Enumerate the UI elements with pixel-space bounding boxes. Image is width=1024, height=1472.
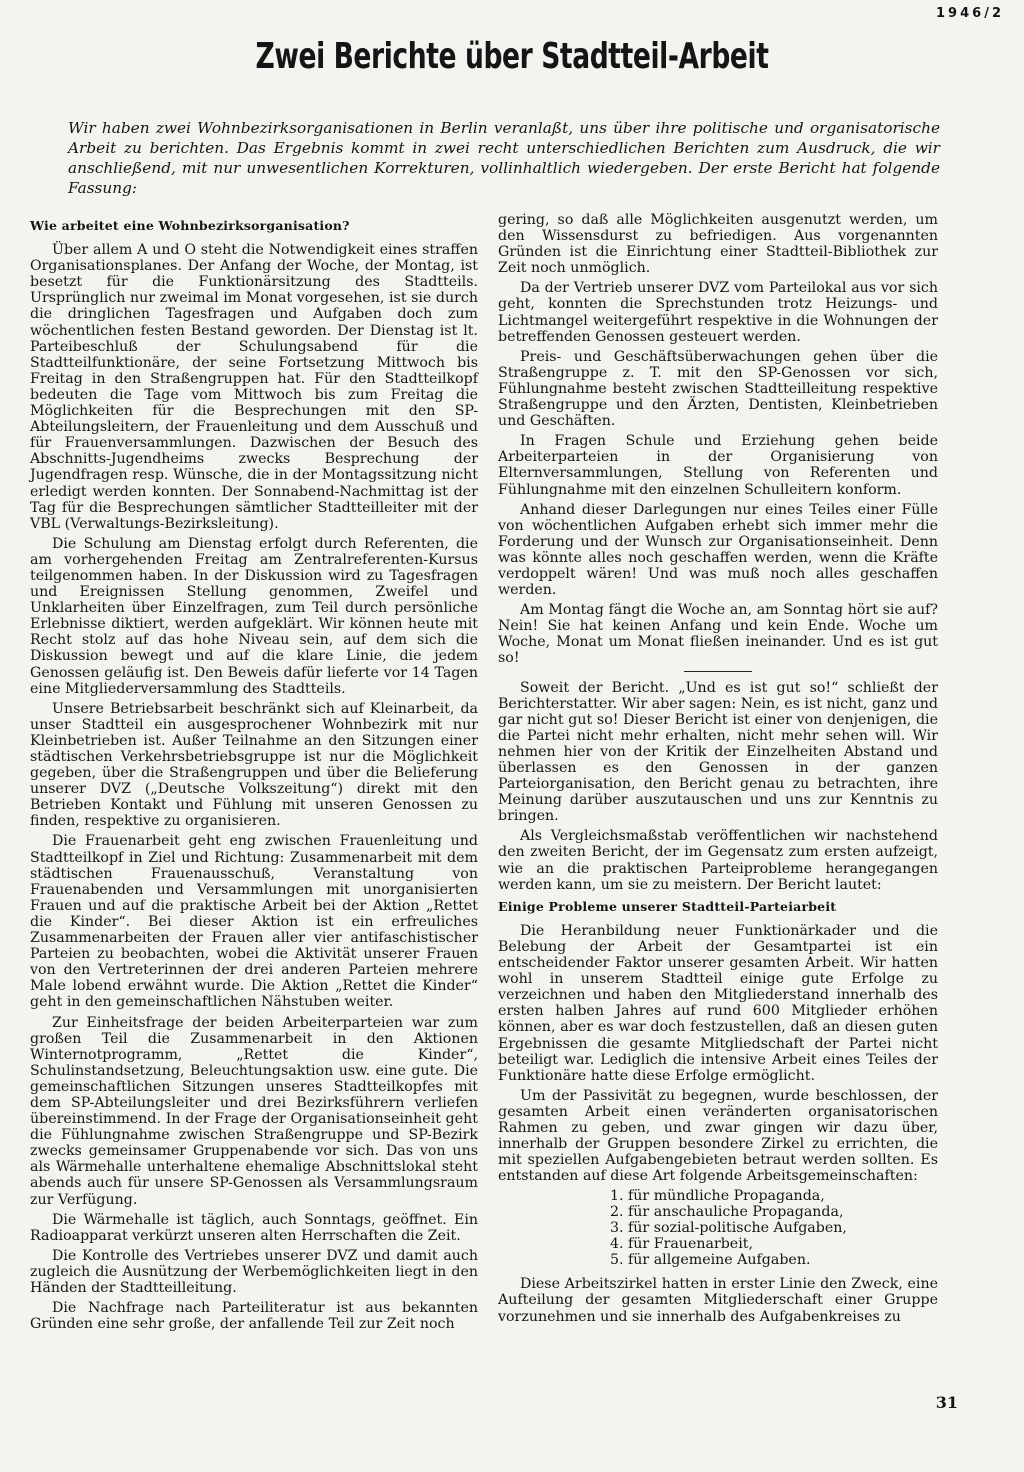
paragraph: gering, so daß alle Möglichkeiten ausgenutzt werden, um den Wissensdurst zu befriedigen. Aus vorgenannten Gründen ist die Einrichtung einer Stadtteil-Bibliothek zur Zeit noch unmöglich. [498,212,938,277]
paragraph: Die Heranbildung neuer Funktionärkader und die Belebung der Arbeit der Gesamtpartei ist ein entscheidender Faktor unserer gesamten Arbeit. Wir hatten wohl in unserem Stadtteil einige gute Erfolge zu verzeichnen und haben den Mitgliederstand innerhalb des ersten halben Jahres auf rund 600 Mitglieder erhöhen können, aber es war doch festzustellen, daß an diesen guten Ergebnissen die gesamte Mitgliedschaft der Partei nicht beteiligt war. Lediglich die intensive Arbeit eines Teiles der Funktionäre hatte diese Erfolge ermöglicht. [498,922,938,1084]
paragraph: Diese Arbeitszirkel hatten in erster Linie den Zweck, eine Aufteilung der gesamten Mitgliederschaft einer Gruppe vorzunehmen und sie innerhalb des Aufgabenkreises zu [498,1276,938,1325]
paragraph: Die Wärmehalle ist täglich, auch Sonntags, geöffnet. Ein Radioapparat verkürzt unseren alten Herrschaften die Zeit. [30,1211,478,1244]
list-item: 2. für anschauliche Propaganda, [610,1204,844,1221]
list-item: 3. für sozial-politische Aufgaben, [610,1220,847,1237]
paragraph: Preis- und Geschäftsüberwachungen gehen über die Straßengruppe z. T. mit den SP-Genossen vor sich, Fühlungnahme besteht zwischen Stadtteilleitung respektive Straßengruppe und den Ärzten, Dentisten, Kleinbetrieben und Geschäften. [498,348,938,430]
paragraph: Über allem A und O steht die Notwendigkeit eines straffen Organisationsplanes. Der Anfang der Woche, der Montag, ist besetzt für die Funktionärsitzung des Stadtteils. Ursprünglich nur zweimal im Monat vorgesehen, ist sie durch die dringlichen Tagesfragen und Aufgaben doch zum wöchentlichen festen Bestand geworden. Der Dienstag ist lt. Parteibeschluß der Schulungsabend für die Stadtteilfunktionäre, der seine Fortsetzung Mittwoch bis Freitag in den Straßengruppen hat. Für den Stadtteilkopf bedeuten die Tage vom Mittwoch bis zum Freitag die Möglichkeiten für die Besprechungen mit den SP-Abteilungsleitern, der Frauenleitung und dem Ausschuß und für Frauenversammlungen. Dazwischen der Besuch des Abschnitts-Jugendheims zwecks Besprechung der Jugendfragen resp. Wünsche, die in der Montagssitzung nicht erledigt werden konnten. Der Sonnabend-Nachmittag ist der Tag für die Besprechungen sämtlicher Stadtteilleiter mit der VBL (Verwaltungs-Bezirksleitung). [30,242,478,532]
paragraph: Die Nachfrage nach Parteiliteratur ist aus bekannten Gründen eine sehr große, der anfallende Teil zur Zeit noch [30,1300,478,1333]
paragraph: Anhand dieser Darlegungen nur eines Teiles einer Fülle von wöchentlichen Aufgaben erhebt sich immer mehr die Forderung und der Wunsch zur Organisationseinheit. Denn was könnte alles noch geschaffen werden, wenn die Kräfte verdoppelt wären! Und was muß noch alles geschaffen werden. [498,501,938,599]
list-item: 4. für Frauenarbeit, [610,1236,753,1253]
section-heading-2: Einige Probleme unserer Stadtteil-Parteiarbeit [498,898,837,914]
page-title: Zwei Berichte über Stadtteil-Arbeit [255,36,769,77]
page-number: 31 [935,1393,958,1412]
paragraph: Zur Einheitsfrage der beiden Arbeiterparteien war zum großen Teil die Zusammenarbeit in den Aktionen Winternotprogramm, „Rettet die Kinder“, Schulinstandsetzung, Beleuchtungsaktion usw. eine gute. Die gemeinschaftlichen Sitzungen unseres Stadtteilkopfes mit dem SP-Abteilungsleiter und drei Bezirksführern verliefen übereinstimmend. In der Frage der Organisationseinheit geht die Fühlungnahme zwischen Straßengruppe und SP-Bezirk zwecks gemeinsamer Gruppenabende vor sich. Das von uns als Wärmehalle unterhaltene ehemalige Abschnittslokal steht abends auch für unsere SP-Genossen als Versammlungsraum zur Verfügung. [30,1014,478,1208]
paragraph: Die Frauenarbeit geht eng zwischen Frauenleitung und Stadtteilkopf in Ziel und Richtung: Zusammenarbeit mit dem städtischen Frauenausschuß, Veranstaltung von Frauenabenden und Versammlungen mit unorganisierten Frauen und auf die praktische Arbeit bei der Aktion „Rettet die Kinder“. Bei dieser Aktion ist ein erfreuliches Zusammenarbeiten der Frauen aller vier antifaschistischer Parteien zu beobachten, wobei die Aktivität unserer Frauen von den Vertreterinnen der drei anderen Parteien mehrere Male lobend erwähnt wurde. Die Aktion „Rettet die Kinder“ geht in den gemeinschaftlichen Nähstuben weiter. [30,833,478,1011]
paragraph: Am Montag fängt die Woche an, am Sonntag hört sie auf? Nein! Sie hat keinen Anfang und kein Ende. Woche um Woche, Monat um Monat fließen ineinander. Und es ist gut so! [498,602,938,667]
left-column [30,212,478,1336]
paragraph: In Fragen Schule und Erziehung gehen beide Arbeiterparteien in der Organisierung von Elternversammlungen, Stellung von Referenten und Fühlungnahme mit den einzelnen Schulleitern konform. [498,433,938,498]
paragraph: Als Vergleichsmaßstab veröffentlichen wir nachstehend den zweiten Bericht, der im Gegensatz zum ersten aufzeigt, wie an die praktischen Parteiprobleme herangegangen werden kann, um sie zu meistern. Der Bericht lautet: [498,828,938,893]
section-divider [684,671,752,672]
work-groups-list [610,1188,938,1268]
list-item: 5. für allgemeine Aufgaben. [610,1252,811,1269]
issue-number: 1946/2 [936,6,1004,21]
section-heading-1: Wie arbeitet eine Wohnbezirksorganisation? [30,218,350,233]
right-column [498,212,938,1329]
intro-paragraph: Wir haben zwei Wohnbezirksorganisationen in Berlin veranlaßt, uns über ihre politische und organisatorische Arbeit zu berichten. Das Ergebnis kommt in zwei recht unterschiedlichen Berichten zum Ausdruck, die wir anschließend, mit nur unwesentlichen Korrekturen, vollinhaltlich wiedergeben. Der erste Bericht hat folgende Fassung: [68,119,940,197]
paragraph: Soweit der Bericht. „Und es ist gut so!“ schließt der Berichterstatter. Wir aber sagen: Nein, es ist nicht, ganz und gar nicht gut so! Dieser Bericht ist einer von denjenigen, die die Partei nicht mehr erhalten, nicht mehr sehen will. Wir nehmen hier von der Kritik der Einzelheiten Abstand und überlassen es den Genossen in der ganzen Parteiorganisation, den Bericht genau zu betrachten, ihre Meinung darüber auszutauschen und uns zur Kenntnis zu bringen. [498,679,938,825]
paragraph: Die Kontrolle des Vertriebes unserer DVZ und damit auch zugleich die Ausnützung der Werbemöglichkeiten liegt in den Händen der Stadtteilleitung. [30,1247,478,1296]
paragraph: Die Schulung am Dienstag erfolgt durch Referenten, die am vorhergehenden Freitag am Zentralreferenten-Kursus teilgenommen haben. In der Diskussion wird zu Tagesfragen und Ereignissen Stellung genommen, Zweifel und Unklarheiten über Einzelfragen, zum Teil durch persönliche Erlebnisse diktiert, werden aufgeklärt. Wir können heute mit Recht stolz auf das hohe Niveau sein, auf dem sich die Diskussion bewegt und auf die klare Linie, die jedem Genossen geläufig ist. Den Beweis dafür lieferte vor 14 Tagen eine Mitgliederversammlung des Stadtteils. [30,535,478,697]
paragraph: Da der Vertrieb unserer DVZ vom Parteilokal aus vor sich geht, konnten die Sprechstunden trotz Heizungs- und Lichtmangel weitergeführt respektive in die Wohnungen der betreffenden Genossen gesteuert werden. [498,280,938,345]
paragraph: Unsere Betriebsarbeit beschränkt sich auf Kleinarbeit, da unser Stadtteil ein ausgesprochener Wohnbezirk mit nur Kleinbetrieben ist. Außer Teilnahme an den Sitzungen einer städtischen Verkehrsbetriebsgruppe ist nur die Möglichkeit gegeben, über die Straßengruppen und über die Belieferung unserer DVZ („Deutsche Volkszeitung“) direkt mit den Betrieben Kontakt und Fühlung mit unseren Genossen zu finden, respektive zu organisieren. [30,700,478,830]
list-item: 1. für mündliche Propaganda, [610,1188,825,1205]
paragraph: Um der Passivität zu begegnen, wurde beschlossen, der gesamten Arbeit einen veränderten organisatorischen Rahmen zu geben, und zwar gingen wir dazu über, innerhalb der Gruppen besondere Zirkel zu errichten, die mit speziellen Aufgabengebieten betraut werden sollten. Es entstanden auf diese Art folgende Arbeitsgemeinschaften: [498,1087,938,1185]
